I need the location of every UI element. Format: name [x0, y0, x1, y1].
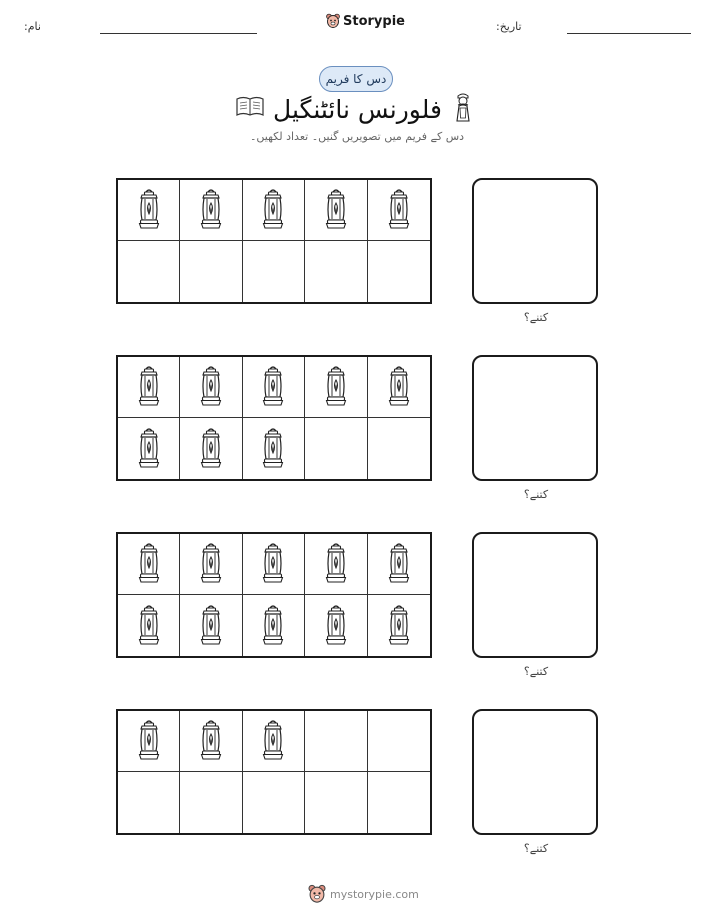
lantern-icon	[199, 542, 223, 586]
ten-frame-cell	[118, 534, 180, 595]
ten-frame-cell	[368, 418, 430, 479]
lantern-icon	[324, 188, 348, 232]
ten-frame-cell	[118, 418, 180, 479]
lantern-icon	[199, 604, 223, 648]
name-line[interactable]	[100, 33, 257, 34]
ten-frame-cell	[305, 595, 367, 656]
ten-frame-cell	[243, 241, 305, 302]
ten-frame-cell	[243, 595, 305, 656]
storypie-logo	[326, 13, 405, 29]
how-many-label: کتنے؟	[523, 311, 549, 324]
lantern-icon	[261, 542, 285, 586]
ten-frame-cell	[243, 357, 305, 418]
lantern-icon	[137, 188, 161, 232]
ten-frame-cell	[305, 711, 367, 772]
answer-box[interactable]	[472, 355, 598, 481]
lantern-icon	[261, 188, 285, 232]
lantern-icon	[324, 604, 348, 648]
ten-frame-cell	[368, 534, 430, 595]
how-many-label: کتنے؟	[523, 842, 549, 855]
ten-frame	[116, 355, 432, 481]
ten-frame-cell	[243, 534, 305, 595]
answer-box[interactable]	[472, 178, 598, 304]
ten-frame-cell	[118, 772, 180, 833]
date-line[interactable]	[567, 33, 691, 34]
ten-frame-cell	[180, 180, 242, 241]
ten-frame	[116, 709, 432, 835]
nurse-icon	[451, 91, 475, 123]
ten-frame-cell	[305, 357, 367, 418]
lantern-icon	[387, 542, 411, 586]
ten-frame-cell	[243, 418, 305, 479]
lantern-icon	[324, 365, 348, 409]
ten-frame-cell	[243, 180, 305, 241]
lantern-icon	[137, 427, 161, 471]
ten-frame-cell	[180, 534, 242, 595]
ten-frame-cell	[368, 180, 430, 241]
ten-frame-cell	[180, 595, 242, 656]
footer	[308, 884, 419, 904]
ten-frame-cell	[118, 595, 180, 656]
ten-frame-cell	[118, 180, 180, 241]
lantern-icon	[261, 719, 285, 763]
instructions: دس کے فریم میں تصویریں گنیں۔ تعداد لکھیں۔	[249, 130, 465, 143]
ten-frame	[116, 532, 432, 658]
ten-frame-cell	[118, 357, 180, 418]
how-many-label: کتنے؟	[523, 488, 549, 501]
lantern-icon	[387, 604, 411, 648]
footer-url[interactable]: mystorypie.com	[330, 887, 419, 901]
lantern-icon	[261, 365, 285, 409]
lantern-icon	[137, 719, 161, 763]
name-label: نام:	[24, 20, 41, 33]
ten-frame-cell	[305, 772, 367, 833]
ten-frame-cell	[118, 241, 180, 302]
how-many-label: کتنے؟	[523, 665, 549, 678]
lantern-icon	[199, 188, 223, 232]
worksheet-tag: دس کا فریم	[319, 66, 393, 92]
ten-frame	[116, 178, 432, 304]
ten-frame-cell	[368, 595, 430, 656]
bear-icon	[326, 13, 340, 29]
ten-frame-cell	[368, 357, 430, 418]
ten-frame-cell	[243, 711, 305, 772]
bear-icon	[308, 884, 326, 904]
date-label: تاریخ:	[496, 20, 522, 33]
answer-box[interactable]	[472, 532, 598, 658]
lantern-icon	[199, 427, 223, 471]
lantern-icon	[199, 365, 223, 409]
ten-frame-cell	[180, 418, 242, 479]
ten-frame-cell	[368, 711, 430, 772]
page-title: فلورنس نائٹنگیل	[273, 95, 442, 124]
ten-frame-cell	[305, 534, 367, 595]
ten-frame-cell	[243, 772, 305, 833]
ten-frame-cell	[118, 711, 180, 772]
book-icon	[235, 95, 265, 119]
lantern-icon	[199, 719, 223, 763]
lantern-icon	[261, 604, 285, 648]
lantern-icon	[261, 427, 285, 471]
logo-text: Storypie	[343, 13, 405, 29]
ten-frame-cell	[180, 357, 242, 418]
ten-frame-cell	[305, 241, 367, 302]
lantern-icon	[387, 365, 411, 409]
ten-frame-cell	[180, 772, 242, 833]
ten-frame-cell	[305, 180, 367, 241]
ten-frame-cell	[368, 772, 430, 833]
lantern-icon	[387, 188, 411, 232]
ten-frame-cell	[368, 241, 430, 302]
lantern-icon	[137, 604, 161, 648]
lantern-icon	[137, 365, 161, 409]
lantern-icon	[324, 542, 348, 586]
answer-box[interactable]	[472, 709, 598, 835]
ten-frame-cell	[180, 241, 242, 302]
ten-frame-cell	[180, 711, 242, 772]
ten-frame-cell	[305, 418, 367, 479]
lantern-icon	[137, 542, 161, 586]
